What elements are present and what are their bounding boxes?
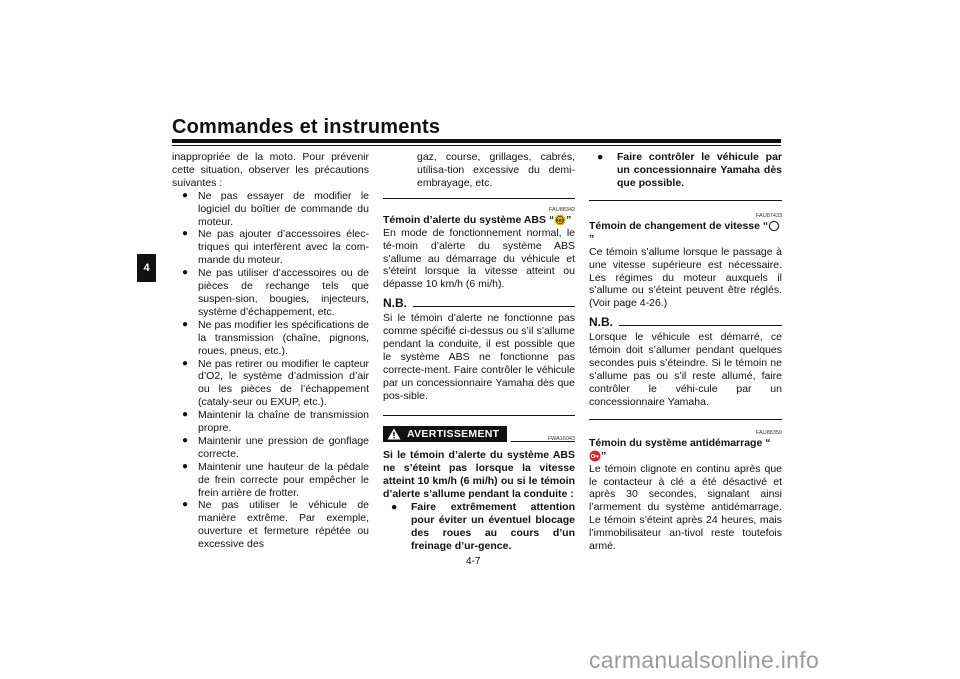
immobilizer-icon (589, 450, 601, 462)
bullet-icon: ● (182, 267, 189, 279)
section-code: FAU87433 (756, 212, 782, 219)
warning-list (383, 501, 575, 553)
bullet-icon: ● (182, 460, 189, 472)
bullet-icon: ● (182, 189, 189, 201)
abs-heading: Témoin d’alerte du système ABS “ ABS ” (383, 213, 572, 226)
bullet-icon: ● (391, 501, 398, 514)
title-rule-thin (172, 145, 781, 146)
bullet-icon: ● (182, 499, 189, 511)
bullet-icon: ● (182, 228, 189, 240)
chapter-tab: 4 (137, 254, 156, 282)
continuation-paragraph: gaz, course, grillages, cabrés, utilisa-tion excessive du demi-embrayage, etc. (417, 151, 575, 189)
warning-list-continued (589, 151, 782, 190)
column-3 (589, 151, 782, 553)
warning-code: FWA16043 (547, 436, 575, 443)
bullet-icon: ● (182, 434, 189, 446)
nb-rule (413, 306, 575, 307)
immobilizer-body: Le témoin clignote en continu après que le contacteur à clé a été désactivé et après 30 secondes, signalant ainsi l’armement du système antidémarrage. Le témoin s’éteint après 24 heures, mais l’immobilisateur an-tivol reste toutefois armé. (589, 462, 782, 553)
page-title: Commandes et instruments (172, 116, 441, 138)
intro-paragraph: inappropriée de la moto. Pour prévenir cette situation, observer les précautions suivantes : (172, 151, 369, 189)
list-item: ● Maintenir la chaîne de transmission propre. (182, 409, 369, 435)
section-divider (383, 198, 575, 199)
nb-header (383, 297, 575, 310)
bullet-icon: ● (597, 151, 604, 163)
nb-label: N.B. (589, 315, 613, 330)
title-rule (172, 139, 781, 143)
list-item: ● Faire contrôler le véhicule par un concessionnaire Yamaha dès que possible. (597, 151, 782, 189)
shift-indicator-icon (768, 220, 780, 232)
warning-text: Si le témoin d’alerte du système ABS ne s’éteint pas lorsque la vitesse atteint 10 km/h (6 mi/h) ou si le témoin d’alerte s’allume pendant la conduite : (383, 449, 575, 501)
list-item: ● Ne pas essayer de modifier le logiciel du boîtier de commande du moteur. (182, 189, 369, 228)
nb-header (589, 316, 782, 329)
bullet-icon: ● (182, 318, 189, 330)
shift-body: Ce témoin s’allume lorsque le passage à une vitesse supérieure est nécessaire. Les régimes du moteur auxquels il s’allume ou s’éteint peuvent être réglés. (Voir page 4-26.) (589, 245, 782, 310)
svg-text:ABS: ABS (556, 218, 565, 223)
nb-rule (619, 325, 782, 326)
section-divider (589, 419, 782, 420)
section-code: FAU88342 (549, 206, 575, 213)
warning-badge: AVERTISSEMENT (383, 426, 507, 443)
list-item: ● Ne pas retirer ou modifier le capteur d’O2, le système d’admission d’air ou les pièces de l’échappement (cataly-seur ou EXUP, etc.). (182, 357, 369, 409)
immobilizer-heading: Témoin du système antidémarrage “” (589, 436, 771, 462)
list-item: ● Ne pas modifier les spécifications de la transmission (chaîne, pignons, roues, pneus, etc.). (182, 318, 369, 357)
section-divider (383, 415, 575, 416)
column-2 (383, 151, 575, 553)
bullet-icon: ● (182, 357, 189, 369)
list-item: ● Ne pas ajouter d’accessoires élec-triques qui interfèrent avec la com-mande du moteur. (182, 228, 369, 267)
bullet-icon: ● (182, 409, 189, 421)
shift-heading: Témoin de changement de vitesse “” (589, 220, 782, 246)
nb-text: Si le témoin d’alerte ne fonctionne pas comme spécifié ci-dessus ou s’il s’allume pendant la conduite, il est possible que le système ABS ne fonctionne pas correcte-ment. Faire contrôler le véhicule par un concessionnaire Yamaha dès que pos-sible. (383, 312, 575, 402)
list-item: ● Maintenir une hauteur de la pédale de frein correcte pour empêcher le frein arrière de frotter. (182, 460, 369, 499)
page-number: 4-7 (466, 556, 481, 567)
list-item: ● Ne pas utiliser le véhicule de manière extrême. Par exemple, ouverture et fermeture répétée ou excessive des (182, 499, 369, 551)
list-item: ● Faire extrêmement attention pour éviter un éventuel blocage des roues au cours d’un freinage d’ur-gence. (391, 501, 575, 552)
section-divider (589, 200, 782, 201)
nb-label: N.B. (383, 296, 407, 311)
section-code: FAU88350 (756, 429, 782, 436)
abs-body: En mode de fonctionnement normal, le té-moin d’alerte du système ABS s’allume au démarrage du véhicule et s’éteint lorsque la vitesse atteint ou dépasse 10 km/h (6 mi/h). (383, 226, 575, 291)
watermark: carmanualsonline.info (589, 647, 820, 673)
column-1 (172, 151, 369, 551)
precautions-list (172, 190, 369, 551)
nb-text: Lorsque le véhicule est démarré, ce témoin doit s’allumer pendant quelques secondes puis s’éteindre. Si le témoin ne s’allume pas ou s’il reste allumé, faire contrôler le véhi-cule par un concessionnaire Yamaha. (589, 331, 782, 408)
warning-triangle-icon (387, 428, 401, 440)
list-item: ● Ne pas utiliser d’accessoires ou de pièces de rechange tels que suspen-sion, bougies, injecteurs, système d’échappement, etc. (182, 267, 369, 318)
abs-warning-icon (554, 214, 566, 226)
list-item: ● Maintenir une pression de gonflage correcte. (182, 434, 369, 460)
